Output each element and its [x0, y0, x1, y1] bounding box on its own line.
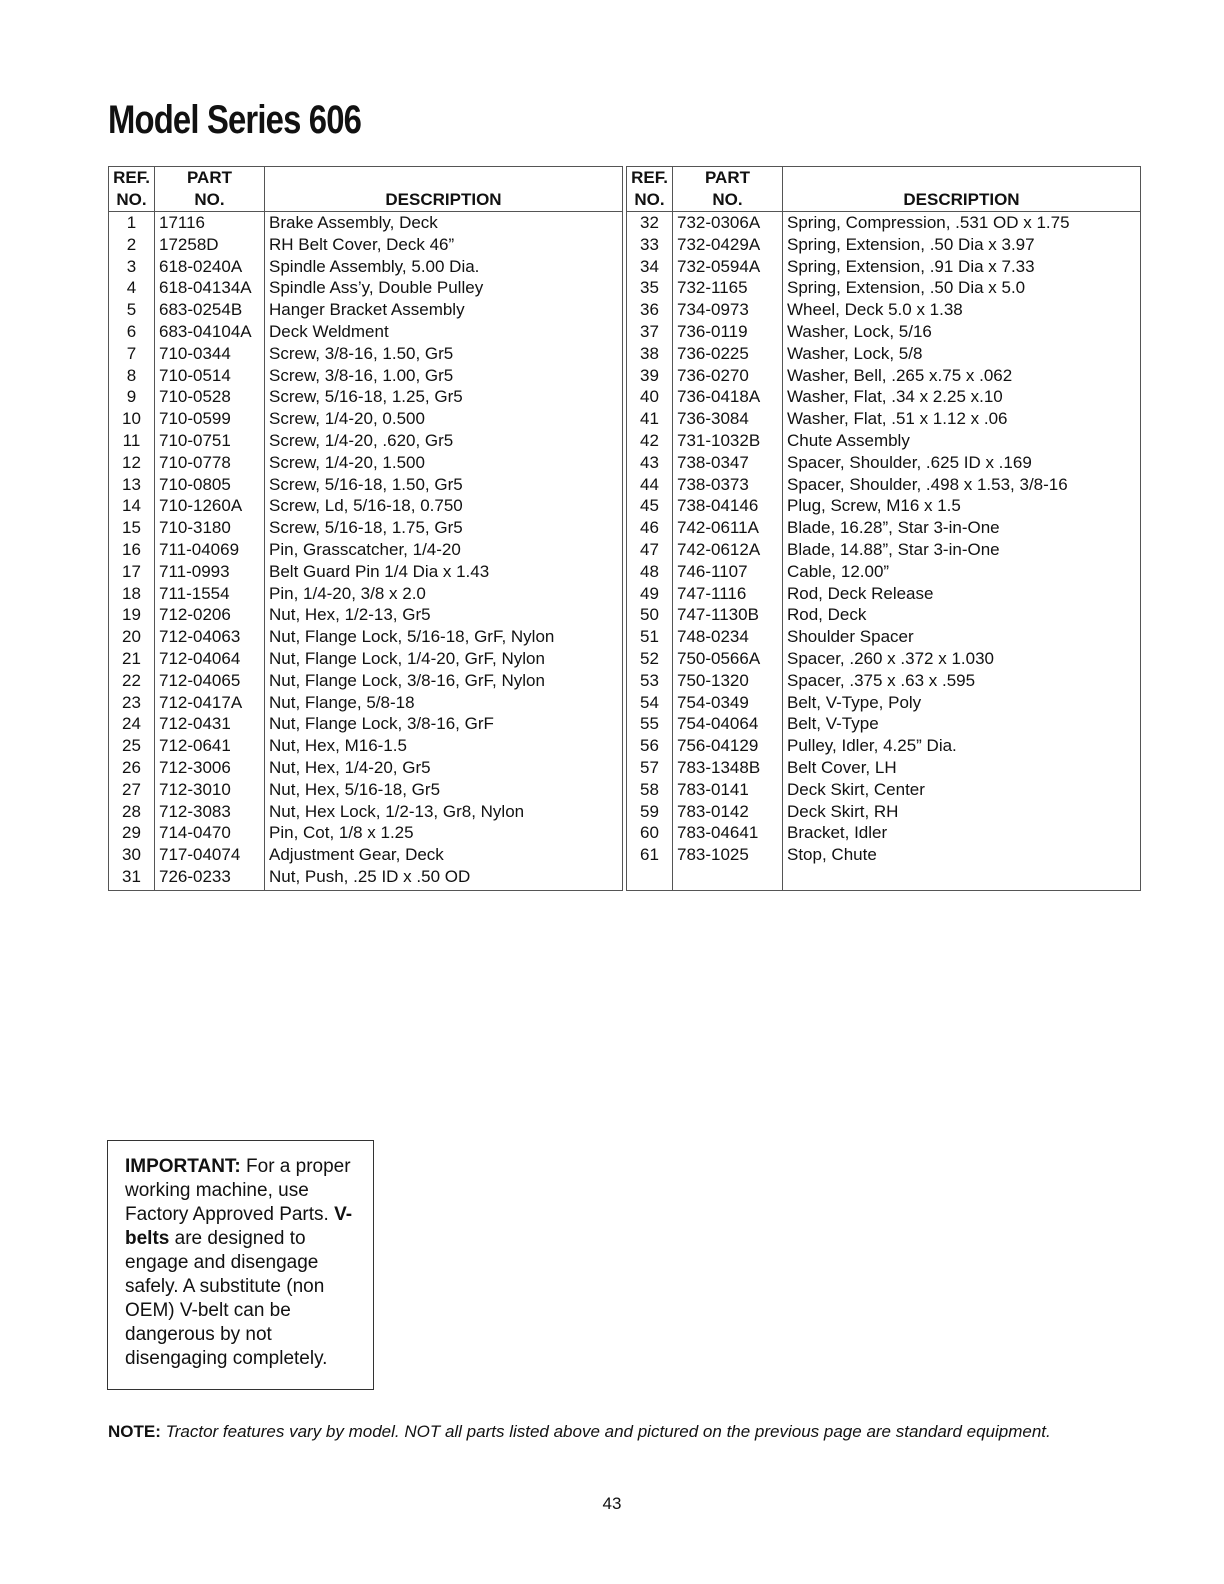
- part-no-cell: 618-04134A: [155, 277, 265, 299]
- header-ref-no: REF. NO.: [109, 167, 155, 212]
- header-description: DESCRIPTION: [783, 167, 1141, 212]
- table-row: [627, 386, 1141, 408]
- part-no-cell: 783-1348B: [673, 757, 783, 779]
- note-text: Tractor features vary by model. NOT all parts listed above and pictured on the previous page are standard equipment.: [165, 1422, 1051, 1441]
- table-row: [109, 343, 623, 365]
- part-no-cell: 731-1032B: [673, 430, 783, 452]
- description-cell: Nut, Push, .25 ID x .50 OD: [269, 866, 471, 886]
- part-no-cell: 756-04129: [673, 735, 783, 757]
- description-cell: Brake Assembly, Deck: [269, 213, 438, 232]
- page-number: 43: [602, 1494, 622, 1513]
- ref-no-cell: 10: [109, 408, 155, 430]
- ref-no-cell: 18: [109, 583, 155, 605]
- description-cell: Spacer, Shoulder, .625 ID x .169: [787, 452, 1032, 472]
- table-row: [627, 365, 1141, 387]
- part-no-cell: 683-0254B: [155, 299, 265, 321]
- description-cell: Washer, Flat, .51 x 1.12 x .06: [787, 409, 1008, 429]
- description-cell: Spring, Extension, .50 Dia x 5.0: [787, 278, 1026, 298]
- description-cell: Blade, 14.88”, Star 3-in-One: [787, 539, 1000, 559]
- table-row: [109, 212, 623, 234]
- ref-no-cell: 46: [627, 517, 673, 539]
- description-cell: Stop, Chute: [787, 845, 877, 865]
- description-cell: Nut, Hex Lock, 1/2-13, Gr8, Nylon: [269, 801, 525, 821]
- table-row: [627, 474, 1141, 496]
- ref-no-cell: 13: [109, 474, 155, 496]
- ref-no-cell: 52: [627, 648, 673, 670]
- part-no-cell: 750-1320: [673, 670, 783, 692]
- table-row: [109, 583, 623, 605]
- part-no-cell: 738-04146: [673, 495, 783, 517]
- description-cell: Spindle Assembly, 5.00 Dia.: [269, 256, 480, 276]
- description-cell: Nut, Flange Lock, 3/8-16, GrF: [269, 714, 494, 734]
- table-row: [627, 430, 1141, 452]
- ref-no-cell: 38: [627, 343, 673, 365]
- part-no-cell: 732-0429A: [673, 234, 783, 256]
- description-cell: Nut, Flange Lock, 5/16-18, GrF, Nylon: [269, 627, 555, 647]
- description-cell: Screw, 5/16-18, 1.25, Gr5: [269, 387, 463, 407]
- table-row: [627, 234, 1141, 256]
- part-no-cell: 742-0611A: [673, 517, 783, 539]
- part-no-cell: 711-1554: [155, 583, 265, 605]
- part-no-cell: 712-0206: [155, 604, 265, 626]
- table-row: [109, 430, 623, 452]
- description-cell: Washer, Lock, 5/8: [787, 343, 923, 363]
- part-no-cell: 710-0599: [155, 408, 265, 430]
- description-cell: Belt Cover, LH: [787, 757, 897, 777]
- ref-no-cell: 45: [627, 495, 673, 517]
- description-cell: Pin, Grasscatcher, 1/4-20: [269, 539, 461, 559]
- table-row: [109, 408, 623, 430]
- table-row: [627, 583, 1141, 605]
- description-cell: Belt, V-Type, Poly: [787, 692, 922, 712]
- part-no-cell: 783-1025: [673, 844, 783, 866]
- table-row: [109, 822, 623, 844]
- description-cell: Screw, Ld, 5/16-18, 0.750: [269, 496, 463, 516]
- part-no-cell: 747-1116: [673, 583, 783, 605]
- description-cell: Nut, Hex, 5/16-18, Gr5: [269, 779, 441, 799]
- description-cell: Nut, Hex, 1/4-20, Gr5: [269, 757, 431, 777]
- description-cell: Pulley, Idler, 4.25” Dia.: [787, 736, 957, 756]
- description-cell: Hanger Bracket Assembly: [269, 300, 465, 320]
- description-cell: Rod, Deck: [787, 605, 867, 625]
- table-row: [627, 822, 1141, 844]
- ref-no-cell: 49: [627, 583, 673, 605]
- table-row: [627, 561, 1141, 583]
- ref-no-cell: 58: [627, 779, 673, 801]
- description-cell: Rod, Deck Release: [787, 583, 934, 603]
- part-no-cell: 783-0141: [673, 779, 783, 801]
- ref-no-cell: 29: [109, 822, 155, 844]
- description-cell: Belt, V-Type: [787, 714, 879, 734]
- important-label: IMPORTANT:: [125, 1156, 241, 1177]
- table-row: [109, 234, 623, 256]
- ref-no-cell: 12: [109, 452, 155, 474]
- description-cell: Screw, 5/16-18, 1.50, Gr5: [269, 474, 463, 494]
- ref-no-cell: 8: [109, 365, 155, 387]
- table-header: [109, 167, 623, 212]
- ref-no-cell: 5: [109, 299, 155, 321]
- ref-no-cell: 32: [627, 212, 673, 234]
- part-no-cell: 754-0349: [673, 692, 783, 714]
- table-row: [627, 539, 1141, 561]
- description-cell: Nut, Hex, 1/2-13, Gr5: [269, 605, 431, 625]
- part-no-cell: 726-0233: [155, 866, 265, 890]
- ref-no-cell: 30: [109, 844, 155, 866]
- table-row: [109, 757, 623, 779]
- part-no-cell: 736-0119: [673, 321, 783, 343]
- part-no-cell: 732-0594A: [673, 256, 783, 278]
- important-notice-box: [107, 1140, 374, 1390]
- part-no-cell: 736-0418A: [673, 386, 783, 408]
- table-row-empty: [627, 866, 1141, 890]
- part-no-cell: 717-04074: [155, 844, 265, 866]
- table-row: [627, 779, 1141, 801]
- ref-no-cell: 27: [109, 779, 155, 801]
- ref-no-cell: 51: [627, 626, 673, 648]
- part-no-cell: 783-04641: [673, 822, 783, 844]
- table-row: [109, 321, 623, 343]
- table-row: [627, 212, 1141, 234]
- description-cell: Screw, 3/8-16, 1.00, Gr5: [269, 365, 454, 385]
- table-row: [109, 801, 623, 823]
- table-row: [109, 452, 623, 474]
- table-row: [109, 386, 623, 408]
- description-cell: Deck Weldment: [269, 321, 389, 341]
- table-row: [109, 474, 623, 496]
- table-row: [109, 713, 623, 735]
- description-cell: Pin, 1/4-20, 3/8 x 2.0: [269, 583, 426, 603]
- part-no-cell: 710-0344: [155, 343, 265, 365]
- part-no-cell: 712-0641: [155, 735, 265, 757]
- ref-no-cell: 34: [627, 256, 673, 278]
- part-no-cell: 712-04065: [155, 670, 265, 692]
- part-no-cell: 710-0805: [155, 474, 265, 496]
- ref-no-cell: 20: [109, 626, 155, 648]
- ref-no-cell: 59: [627, 801, 673, 823]
- description-cell: Wheel, Deck 5.0 x 1.38: [787, 300, 963, 320]
- part-no-cell: 736-0225: [673, 343, 783, 365]
- ref-no-cell: 4: [109, 277, 155, 299]
- description-cell: Screw, 1/4-20, 0.500: [269, 409, 425, 429]
- table-header: [627, 167, 1141, 212]
- ref-no-cell: 17: [109, 561, 155, 583]
- vbelts-label: V-belts: [125, 1204, 353, 1249]
- part-no-cell: 712-04063: [155, 626, 265, 648]
- description-cell: Screw, 5/16-18, 1.75, Gr5: [269, 518, 463, 538]
- part-no-cell: 712-3083: [155, 801, 265, 823]
- part-no-cell: 746-1107: [673, 561, 783, 583]
- header-description: DESCRIPTION: [265, 167, 623, 212]
- table-row: [109, 648, 623, 670]
- part-no-cell: 711-04069: [155, 539, 265, 561]
- part-no-cell: 747-1130B: [673, 604, 783, 626]
- description-cell: Adjustment Gear, Deck: [269, 845, 444, 865]
- part-no-cell: 714-0470: [155, 822, 265, 844]
- part-no-cell: 712-0417A: [155, 692, 265, 714]
- part-no-cell: 710-0528: [155, 386, 265, 408]
- note-label: NOTE:: [108, 1422, 161, 1441]
- part-no-cell: 17258D: [155, 234, 265, 256]
- ref-no-cell: 31: [109, 866, 155, 890]
- ref-no-cell: 11: [109, 430, 155, 452]
- table-row: [627, 343, 1141, 365]
- ref-no-cell: 1: [109, 212, 155, 234]
- description-cell: Pin, Cot, 1/8 x 1.25: [269, 823, 414, 843]
- description-cell: Spring, Compression, .531 OD x 1.75: [787, 213, 1070, 232]
- table-row: [109, 692, 623, 714]
- important-text: For a proper working machine, use Factory Approved Parts.: [125, 1156, 351, 1225]
- description-cell: Deck Skirt, RH: [787, 801, 899, 821]
- part-no-cell: 783-0142: [673, 801, 783, 823]
- ref-no-cell: 33: [627, 234, 673, 256]
- ref-no-cell: 55: [627, 713, 673, 735]
- ref-no-cell: 28: [109, 801, 155, 823]
- part-no-cell: 754-04064: [673, 713, 783, 735]
- description-cell: Plug, Screw, M16 x 1.5: [787, 496, 961, 516]
- table-row: [627, 757, 1141, 779]
- ref-no-cell: 9: [109, 386, 155, 408]
- ref-no-cell: 25: [109, 735, 155, 757]
- ref-no-cell: 53: [627, 670, 673, 692]
- ref-no-cell: 50: [627, 604, 673, 626]
- description-cell: Shoulder Spacer: [787, 627, 914, 647]
- ref-no-cell: 37: [627, 321, 673, 343]
- description-cell: Spacer, Shoulder, .498 x 1.53, 3/8-16: [787, 474, 1068, 494]
- ref-no-cell: 39: [627, 365, 673, 387]
- description-cell: Nut, Flange, 5/8-18: [269, 692, 415, 712]
- description-cell: Chute Assembly: [787, 430, 910, 450]
- part-no-cell: 736-0270: [673, 365, 783, 387]
- ref-no-cell: 61: [627, 844, 673, 866]
- ref-no-cell: 35: [627, 277, 673, 299]
- part-no-cell: 736-3084: [673, 408, 783, 430]
- table-row: [627, 452, 1141, 474]
- ref-no-cell: 43: [627, 452, 673, 474]
- important-text-2: are designed to engage and disengage safely. A substitute (non OEM) V-belt can be dangerous by not disengaging completely.: [125, 1228, 328, 1369]
- description-cell: Spacer, .375 x .63 x .595: [787, 670, 976, 690]
- description-cell: Nut, Flange Lock, 1/4-20, GrF, Nylon: [269, 648, 545, 668]
- part-no-cell: 738-0373: [673, 474, 783, 496]
- parts-table-left: [108, 166, 623, 891]
- description-cell: Spring, Extension, .50 Dia x 3.97: [787, 234, 1035, 254]
- table-row: [109, 277, 623, 299]
- table-row: [109, 517, 623, 539]
- table-row: [109, 735, 623, 757]
- ref-no-cell: 48: [627, 561, 673, 583]
- table-row: [109, 866, 623, 890]
- table-row: [627, 495, 1141, 517]
- table-row: [109, 604, 623, 626]
- description-cell: Nut, Hex, M16-1.5: [269, 736, 407, 756]
- table-row: [627, 713, 1141, 735]
- ref-no-cell: 47: [627, 539, 673, 561]
- table-row: [109, 844, 623, 866]
- part-no-cell: 712-04064: [155, 648, 265, 670]
- part-no-cell: 750-0566A: [673, 648, 783, 670]
- table-row: [627, 299, 1141, 321]
- description-cell: Spindle Ass’y, Double Pulley: [269, 278, 484, 298]
- ref-no-cell: 16: [109, 539, 155, 561]
- ref-no-cell: 6: [109, 321, 155, 343]
- table-row: [627, 648, 1141, 670]
- part-no-cell: 712-3010: [155, 779, 265, 801]
- table-row: [627, 670, 1141, 692]
- table-row: [109, 299, 623, 321]
- part-no-cell: 618-0240A: [155, 256, 265, 278]
- part-no-cell: 17116: [155, 212, 265, 234]
- ref-no-cell: 23: [109, 692, 155, 714]
- part-no-cell: 710-0514: [155, 365, 265, 387]
- table-row: [109, 495, 623, 517]
- ref-no-cell: 2: [109, 234, 155, 256]
- ref-no-cell: 54: [627, 692, 673, 714]
- table-row: [627, 801, 1141, 823]
- ref-no-cell: 15: [109, 517, 155, 539]
- part-no-cell: 732-1165: [673, 277, 783, 299]
- ref-no-cell: 14: [109, 495, 155, 517]
- part-no-cell: 683-04104A: [155, 321, 265, 343]
- description-cell: Nut, Flange Lock, 3/8-16, GrF, Nylon: [269, 670, 545, 690]
- part-no-cell: 732-0306A: [673, 212, 783, 234]
- description-cell: RH Belt Cover, Deck 46”: [269, 234, 455, 254]
- table-row: [627, 844, 1141, 866]
- table-row: [627, 692, 1141, 714]
- ref-no-cell: 41: [627, 408, 673, 430]
- table-row: [109, 365, 623, 387]
- ref-no-cell: 3: [109, 256, 155, 278]
- description-cell: Deck Skirt, Center: [787, 779, 925, 799]
- description-cell: Washer, Flat, .34 x 2.25 x.10: [787, 387, 1003, 407]
- header-part-no: PART NO.: [155, 167, 265, 212]
- table-row: [109, 670, 623, 692]
- part-no-cell: 710-1260A: [155, 495, 265, 517]
- ref-no-cell: 21: [109, 648, 155, 670]
- ref-no-cell: 44: [627, 474, 673, 496]
- part-no-cell: 738-0347: [673, 452, 783, 474]
- ref-no-cell: 57: [627, 757, 673, 779]
- table-row: [109, 626, 623, 648]
- part-no-cell: 710-0751: [155, 430, 265, 452]
- table-row: [627, 604, 1141, 626]
- part-no-cell: 734-0973: [673, 299, 783, 321]
- ref-no-cell: 36: [627, 299, 673, 321]
- table-row: [627, 277, 1141, 299]
- note: [108, 1420, 1051, 1444]
- description-cell: Blade, 16.28”, Star 3-in-One: [787, 518, 1000, 538]
- description-cell: Screw, 3/8-16, 1.50, Gr5: [269, 343, 454, 363]
- table-row: [627, 408, 1141, 430]
- ref-no-cell: 40: [627, 386, 673, 408]
- page-title: Model Series 606: [108, 98, 362, 142]
- part-no-cell: 748-0234: [673, 626, 783, 648]
- part-no-cell: 711-0993: [155, 561, 265, 583]
- ref-no-cell: 26: [109, 757, 155, 779]
- description-cell: Cable, 12.00”: [787, 561, 890, 581]
- table-row: [627, 735, 1141, 757]
- description-cell: Spacer, .260 x .372 x 1.030: [787, 648, 994, 668]
- table-row: [627, 256, 1141, 278]
- description-cell: Bracket, Idler: [787, 823, 888, 843]
- description-cell: Washer, Bell, .265 x.75 x .062: [787, 365, 1013, 385]
- ref-no-cell: 56: [627, 735, 673, 757]
- description-cell: Screw, 1/4-20, .620, Gr5: [269, 430, 454, 450]
- description-cell: Spring, Extension, .91 Dia x 7.33: [787, 256, 1035, 276]
- table-row: [109, 561, 623, 583]
- part-no-cell: 712-3006: [155, 757, 265, 779]
- table-row: [109, 539, 623, 561]
- ref-no-cell: 19: [109, 604, 155, 626]
- part-no-cell: 742-0612A: [673, 539, 783, 561]
- table-row: [109, 779, 623, 801]
- table-row: [627, 321, 1141, 343]
- ref-no-cell: 24: [109, 713, 155, 735]
- ref-no-cell: 22: [109, 670, 155, 692]
- parts-table-right: [626, 166, 1141, 891]
- header-ref-no: REF. NO.: [627, 167, 673, 212]
- part-no-cell: 712-0431: [155, 713, 265, 735]
- part-no-cell: 710-0778: [155, 452, 265, 474]
- ref-no-cell: 60: [627, 822, 673, 844]
- ref-no-cell: 7: [109, 343, 155, 365]
- description-cell: Screw, 1/4-20, 1.500: [269, 452, 425, 472]
- table-row: [109, 256, 623, 278]
- description-cell: Washer, Lock, 5/16: [787, 321, 932, 341]
- description-cell: Belt Guard Pin 1/4 Dia x 1.43: [269, 561, 490, 581]
- table-row: [627, 626, 1141, 648]
- table-row: [627, 517, 1141, 539]
- part-no-cell: 710-3180: [155, 517, 265, 539]
- ref-no-cell: 42: [627, 430, 673, 452]
- header-part-no: PART NO.: [673, 167, 783, 212]
